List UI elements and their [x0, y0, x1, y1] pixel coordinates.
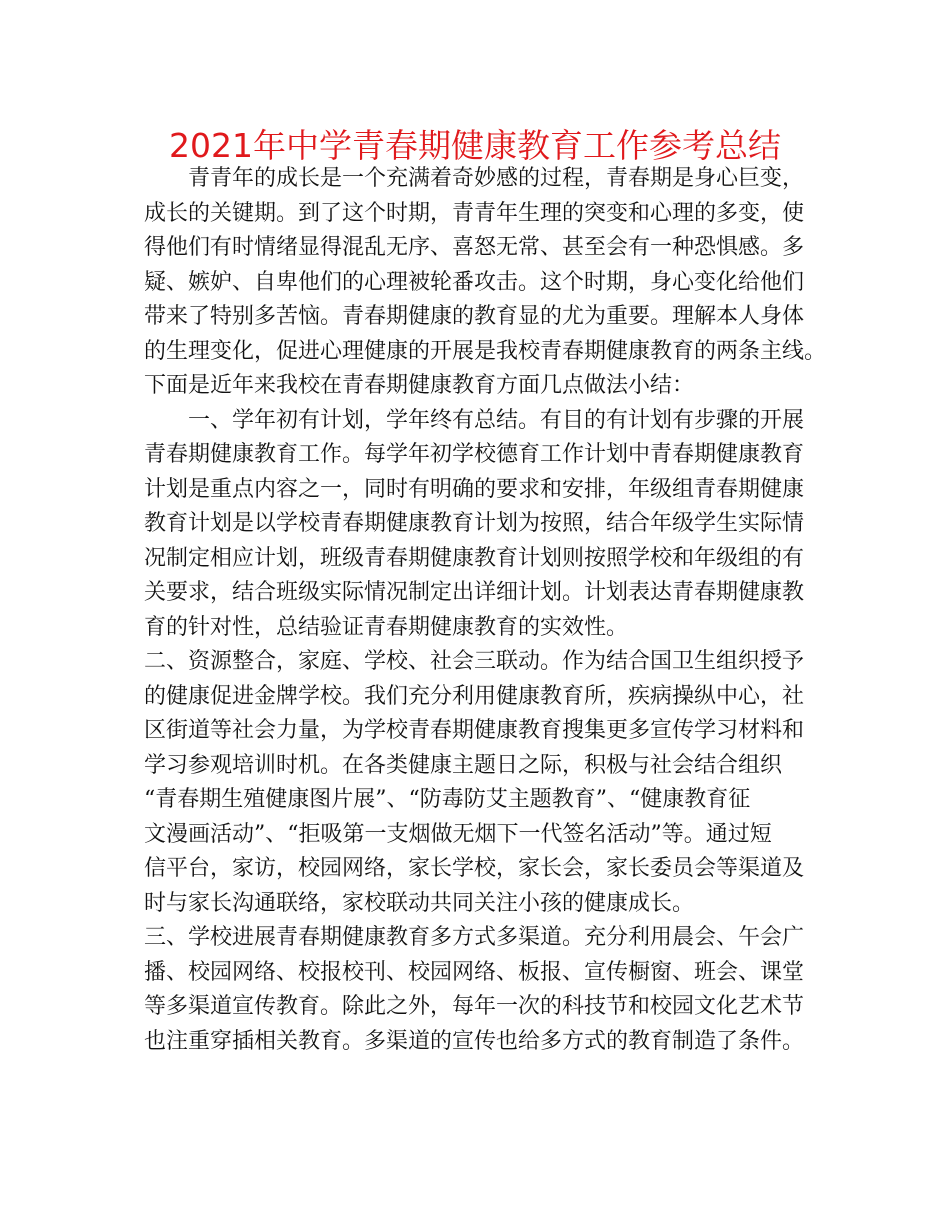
text-line: 下面是近年来我校在青春期健康教育方面几点做法小结： — [144, 373, 695, 398]
text-line: 况制定相应计划，班级青春期健康教育计划则按照学校和年级组的有 — [144, 545, 805, 571]
text-line: 的生理变化，促进心理健康的开展是我校青春期健康教育的两条主线。 — [144, 338, 827, 364]
document-title: 2021年中学青春期健康教育工作参考总结 — [169, 126, 781, 165]
text-line: 的健康促进金牌学校。我们充分利用健康教育所，疾病操纵中心，社 — [144, 683, 805, 709]
text-line: 青春期健康教育工作。每学年初学校德育工作计划中青春期健康教育 — [144, 442, 805, 467]
text-line: 一、学年初有计划，学年终有总结。有目的有计划有步骤的开展 — [144, 407, 805, 433]
text-line: 也注重穿插相关教育。多渠道的宣传也给多方式的教育制造了条件。 — [144, 1028, 805, 1054]
text-line: 关要求，结合班级实际情况制定出详细计划。计划表达青春期健康教 — [144, 580, 805, 605]
text-line: “青春期生殖健康图片展”、“防毒防艾主题教育”、“健康教育征 — [144, 787, 751, 812]
text-line: 教育计划是以学校青春期健康教育计划为按照，结合年级学生实际情 — [144, 511, 805, 536]
document-body — [144, 162, 834, 1059]
text-line: 区街道等社会力量，为学校青春期健康教育搜集更多宣传学习材料和 — [144, 718, 805, 743]
text-line: 疑、嫉妒、自卑他们的心理被轮番攻击。这个时期，身心变化给他们 — [144, 269, 805, 295]
text-line: 信平台，家访，校园网络，家长学校，家长会，家长委员会等渠道及 — [144, 856, 805, 881]
text-line: 带来了特别多苦恼。青春期健康的教育显的尤为重要。理解本人身体 — [144, 304, 805, 329]
text-line: 文漫画活动”、“拒吸第一支烟做无烟下一代签名活动”等。通过短 — [144, 821, 772, 847]
text-line: 学习参观培训时机。在各类健康主题日之际，积极与社会结合组织 — [144, 752, 783, 778]
text-line: 二、资源整合，家庭、学校、社会三联动。作为结合国卫生组织授予 — [144, 649, 805, 674]
text-line: 育的针对性，总结验证青春期健康教育的实效性。 — [144, 614, 629, 640]
text-line: 时与家长沟通联络，家校联动共同关注小孩的健康成长。 — [144, 890, 695, 916]
text-line: 得他们有时情绪显得混乱无序、喜怒无常、甚至会有一种恐惧感。多 — [144, 235, 805, 260]
text-line: 青青年的成长是一个充满着奇妙感的过程，青春期是身心巨变， — [144, 166, 805, 191]
text-line: 播、校园网络、校报校刊、校园网络、板报、宣传橱窗、班会、课堂 — [144, 959, 805, 985]
text-line: 计划是重点内容之一，同时有明确的要求和安排，年级组青春期健康 — [144, 476, 805, 502]
text-line: 三、学校进展青春期健康教育多方式多渠道。充分利用晨会、午会广 — [144, 925, 805, 950]
text-line: 成长的关键期。到了这个时期，青青年生理的突变和心理的多变，使 — [144, 200, 805, 226]
text-line: 等多渠道宣传教育。除此之外，每年一次的科技节和校园文化艺术节 — [144, 994, 805, 1019]
